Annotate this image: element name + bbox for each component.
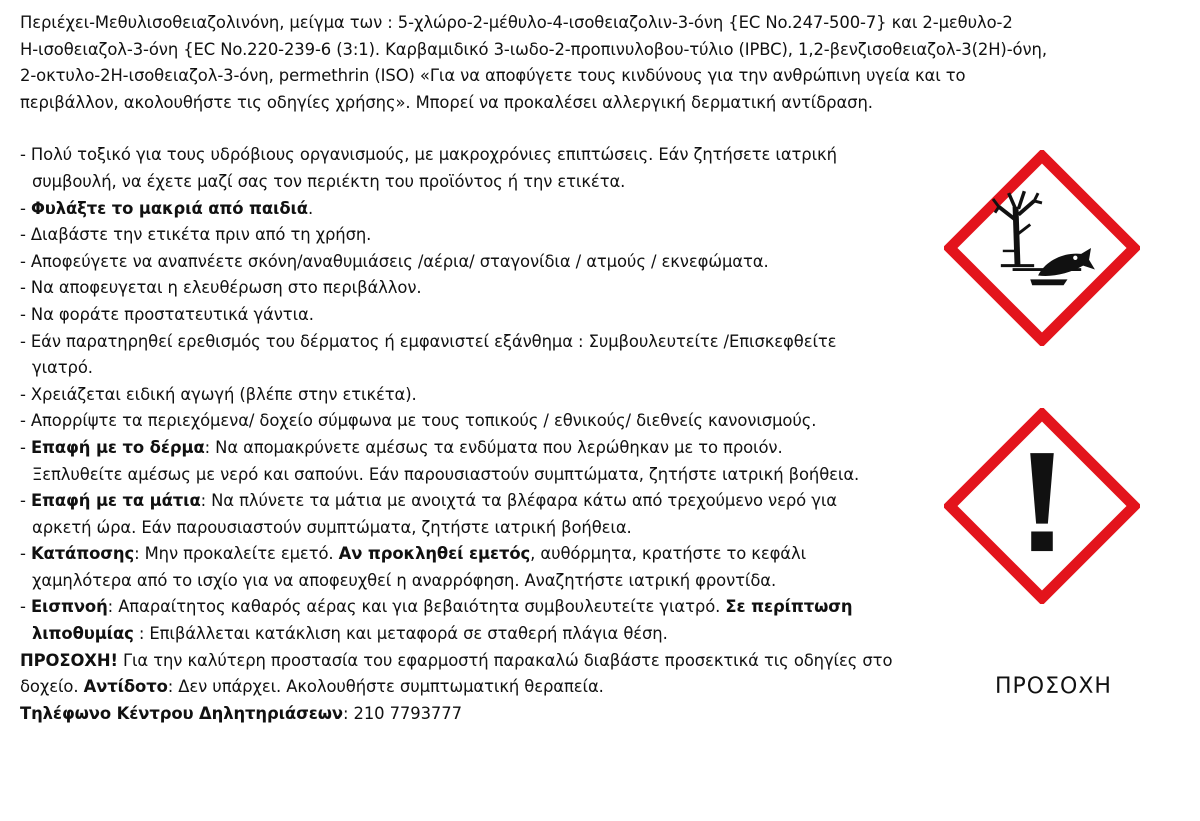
list-item: - Να αποφευγεται η ελευθέρωση στο περιβάλλον. [20, 278, 422, 298]
list-item: - Επαφή με το δέρμα: Να απομακρύνετε αμέσως τα ενδύματα που λερώθηκαν με το προιόν. Ξεπλυθείτε αμέσως με νερό και σαπούνι. Εάν παρουσιαστούν συμπτώματα, ζητήστε ιατρική βοήθεια. [20, 437, 860, 484]
antidote-label: Αντίδοτο [83, 677, 168, 697]
composition-paragraph [20, 10, 1047, 116]
list-item: - Διαβάστε την ετικέτα πριν από τη χρήση. [20, 225, 372, 245]
list-item: - Κατάποσης: Μην προκαλείτε εμετό. Αν προκληθεί εμετός, αυθόρμητα, κρατήστε το κεφάλι χαμηλότερα από το ισχίο για να αποφευχθεί η αναρρόφηση. Αναζητήστε ιατρική φροντίδα. [20, 544, 807, 590]
intro-line: H-ισοθειαζολ-3-όνη {EC No.220-239-6 (3:1). Καρβαμιδικό 3-ιωδο-2-προπινυλοβου-τύλιο (IPBC), 1,2-βενζισοθειαζολ-3(2H)-όνη, [20, 39, 1047, 59]
label-text [20, 10, 1047, 727]
list-item: - Πολύ τοξικό για τους υδρόβιους οργανισμούς, με μακροχρόνιες επιπτώσεις. Εάν ζητήσετε ιατρική συμβουλή, να έχετε μαζί σας τον περιέκτη του προϊόντος ή την ετικέτα. [20, 145, 837, 191]
poison-center-phone: : 210 7793777 [342, 703, 462, 723]
exclamation-mark-icon [944, 408, 1140, 604]
warning-label: ΠΡΟΣΟΧΗ! [20, 650, 118, 670]
list-item: - Αποφεύγετε να αναπνέετε σκόνη/αναθυμιάσεις /αέρια/ σταγονίδια / ατμούς / εκνεφώματα. [20, 251, 769, 271]
poison-center-label: Τηλέφωνο Κέντρου Δηλητηριάσεων [20, 703, 343, 723]
list-item: - Εισπνοή: Απαραίτητος καθαρός αέρας και για βεβαιότητα συμβουλευτείτε γιατρό. Σε περίπτωση λιποθυμίας : Επιβάλλεται κατάκλιση και μεταφορά σε σταθερή πλάγια θέση. [20, 597, 853, 644]
list-item: - Χρειάζεται ειδική αγωγή (βλέπε στην ετικέτα). [20, 384, 417, 404]
intro-line: περιβάλλον, ακολουθήστε τις οδηγίες χρήσης». Μπορεί να προκαλέσει αλλεργική δερματική αντίδραση. [20, 92, 873, 112]
list-item: - Απορρίψτε τα περιεχόμενα/ δοχείο σύμφωνα με τους τοπικούς / εθνικούς/ διεθνείς κανονισμούς. [20, 411, 817, 431]
precautions-list [20, 142, 940, 647]
warning-paragraph: ΠΡΟΣΟΧΗ! Για την καλύτερη προστασία του εφαρμοστή παρακαλώ διαβάστε προσεκτικά τις οδηγίες στο δοχείο. Αντίδοτο: Δεν υπάρχει. Ακολουθήστε συμπτωματική θεραπεία. Τηλέφωνο Κέντρου Δηλητηριάσεων: 210 7793777 [20, 650, 893, 723]
list-item: - Φυλάξτε το μακριά από παιδιά. [20, 198, 314, 218]
signal-word: ΠΡΟΣΟΧΗ [995, 674, 1112, 699]
intro-line: 2-οκτυλο-2Η-ισοθειαζολ-3-όνη, permethrin (ISO) «Για να αποφύγετε τους κινδύνους για την ανθρώπινη υγεία και το [20, 66, 966, 86]
environment-hazard-icon [944, 150, 1140, 346]
list-item: - Να φοράτε προστατευτικά γάντια. [20, 304, 314, 324]
list-item: - Επαφή με τα μάτια: Να πλύνετε τα μάτια με ανοιχτά τα βλέφαρα κάτω από τρεχούμενο νερό για αρκετή ώρα. Εάν παρουσιαστούν συμπτώματα, ζητήστε ιατρική βοήθεια. [20, 491, 837, 537]
intro-line: Περιέχει-Μεθυλισοθειαζολινόνη, μείγμα των : 5-χλώρο-2-μέθυλο-4-ισοθειαζολιν-3-όνη {EC No.247-500-7} και 2-μεθυλο-2 [20, 13, 1013, 32]
list-item: - Εάν παρατηρηθεί ερεθισμός του δέρματος ή εμφανιστεί εξάνθημα : Συμβουλευτείτε /Επισκεφθείτε γιατρό. [20, 331, 837, 378]
